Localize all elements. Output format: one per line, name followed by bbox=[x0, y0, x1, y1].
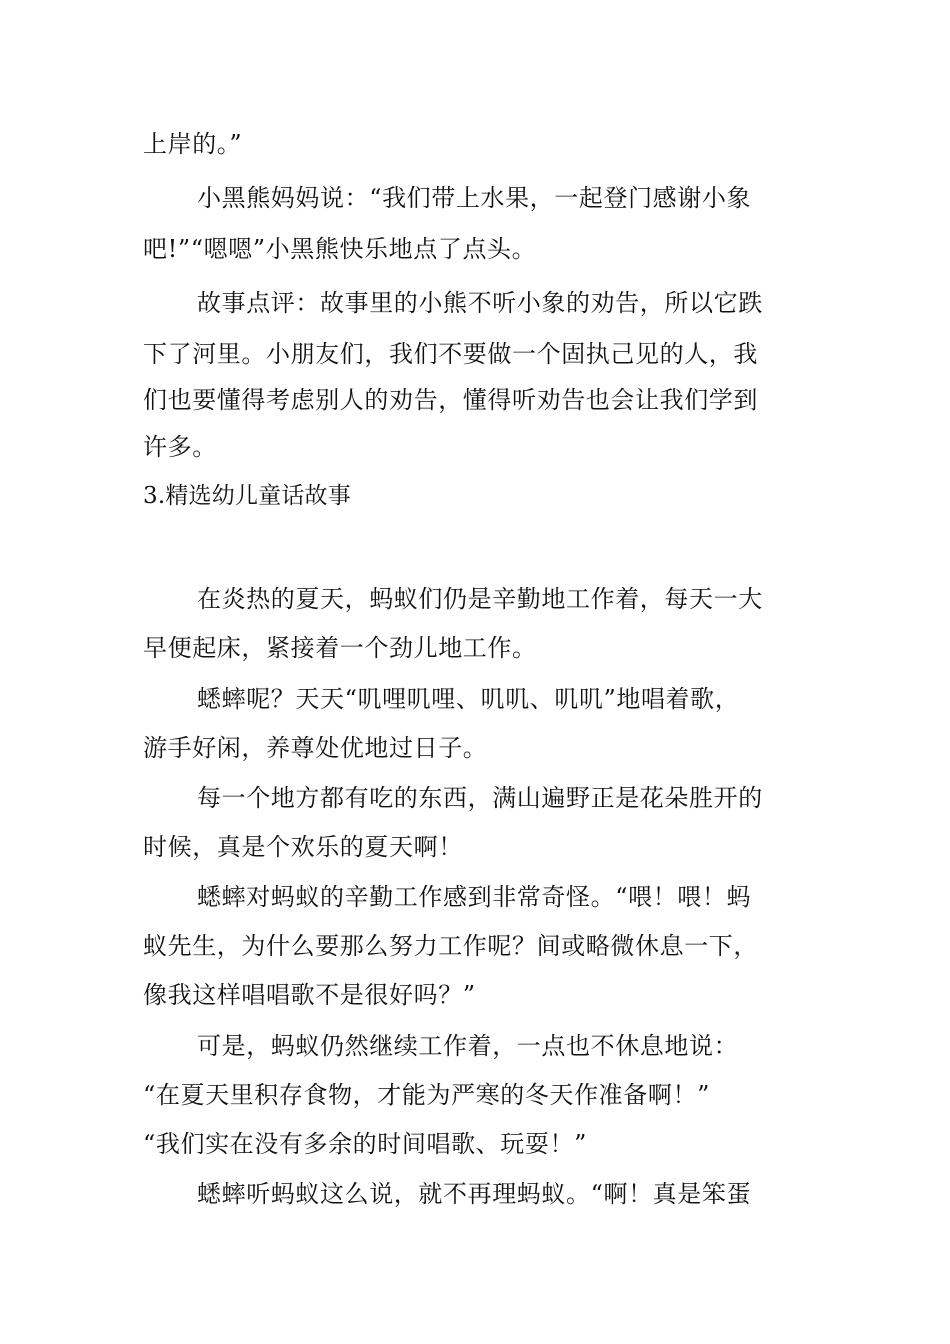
text-line: 在炎热的夏天，蚂蚁们仍是辛勤地工作着，每天一大 bbox=[197, 585, 763, 613]
text-line: 许多。 bbox=[143, 433, 217, 461]
text-line: 时候，真是个欢乐的夏天啊！ bbox=[143, 833, 463, 861]
text-line: 们也要懂得考虑别人的劝告，懂得听劝告也会让我们学到 bbox=[143, 386, 758, 414]
text-line: 可是，蚂蚁仍然继续工作着，一点也不休息地说： bbox=[197, 1032, 739, 1060]
text-line: “在夏天里积存食物，才能为严寒的冬天作准备啊！” bbox=[143, 1081, 710, 1109]
text-line: 吧!”“嗯嗯”小黑熊快乐地点了点头。 bbox=[143, 235, 537, 263]
text-line: 蟋蟀呢？天天“叽哩叽哩、叽叽、叽叽”地唱着歌， bbox=[197, 685, 740, 713]
text-line: 早便起床，紧接着一个劲儿地工作。 bbox=[143, 634, 537, 662]
text-line: 游手好闲，养尊处优地过日子。 bbox=[143, 734, 488, 762]
text-line: 下了河里。小朋友们，我们不要做一个固执己见的人，我 bbox=[143, 340, 758, 368]
text-line: 每一个地方都有吃的东西，满山遍野正是花朵胜开的 bbox=[197, 784, 763, 812]
text-line: 蟋蟀听蚂蚁这么说，就不再理蚂蚁。“啊！真是笨蛋 bbox=[197, 1180, 752, 1208]
text-line: 蟋蟀对蚂蚁的辛勤工作感到非常奇怪。“喂！喂！蚂 bbox=[197, 883, 752, 911]
text-line: 小黑熊妈妈说：“我们带上水果，一起登门感谢小象 bbox=[197, 184, 752, 212]
text-line: 故事点评：故事里的小熊不听小象的劝告，所以它跌 bbox=[197, 289, 763, 317]
text-line: 像我这样唱唱歌不是很好吗？” bbox=[143, 981, 476, 1009]
text-line: 上岸的。” bbox=[143, 130, 243, 158]
section-heading: 3.精选幼儿童话故事 bbox=[143, 483, 351, 509]
text-line: “我们实在没有多余的时间唱歌、玩耍！” bbox=[143, 1130, 587, 1158]
text-line: 蚁先生，为什么要那么努力工作呢？间或略微休息一下， bbox=[143, 932, 758, 960]
